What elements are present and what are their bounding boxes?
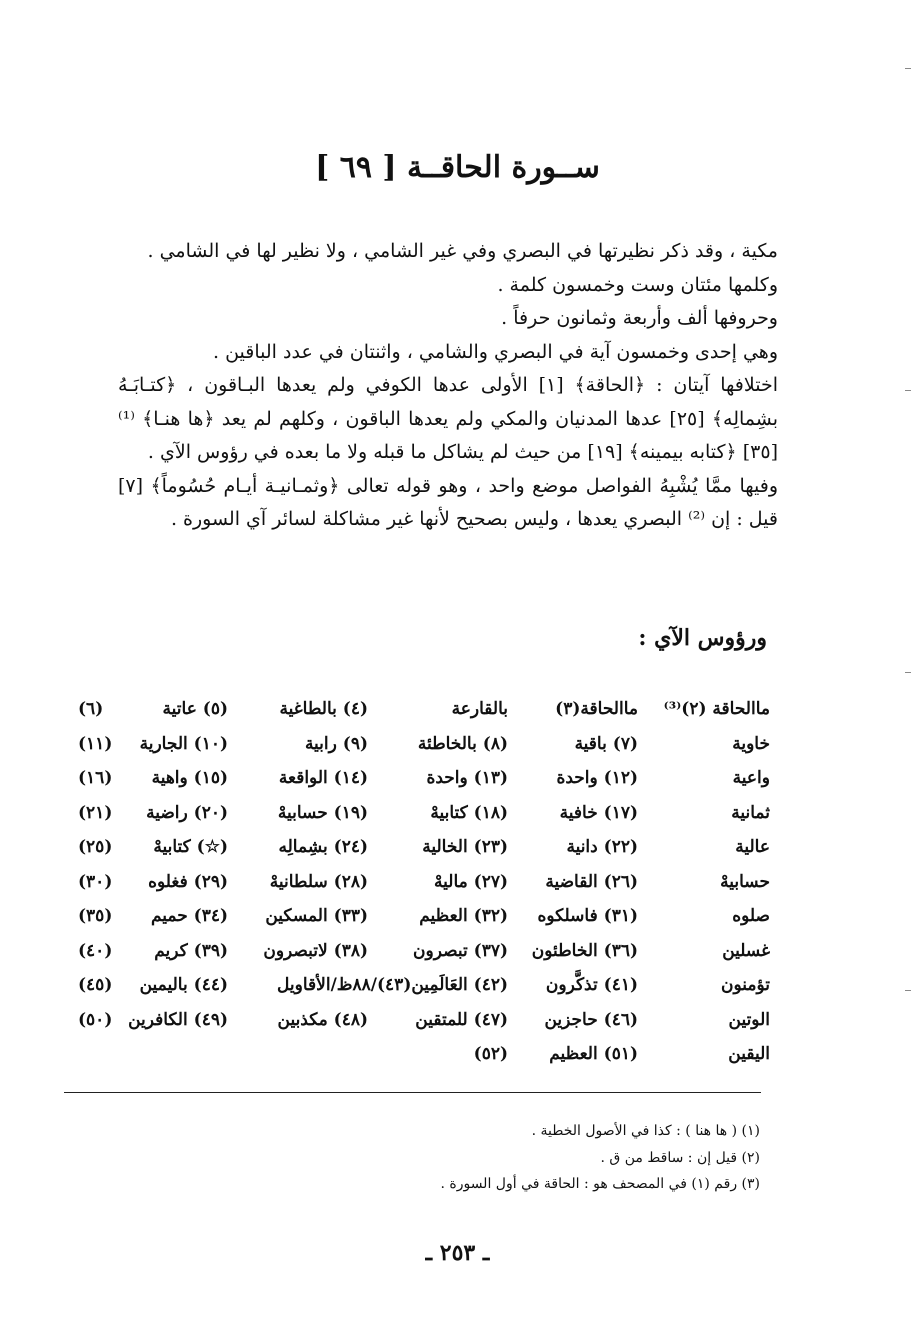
- verse-cell: (٥) عاتية: [162, 699, 228, 720]
- verse-ending-table: [78, 692, 770, 1072]
- verse-row: [78, 899, 770, 934]
- footnote-item: (١) ( ها هنا ) : كذا في الأصول الخطية .: [531, 1123, 760, 1139]
- verse-cell: خاوية: [732, 733, 770, 754]
- verse-cell: (٣١) فاسلكوه: [537, 906, 638, 927]
- verse-cell: (٤) بالطاغية: [279, 699, 368, 720]
- verse-row: [78, 1003, 770, 1038]
- verse-cell: (٥٢): [473, 1044, 508, 1065]
- verse-cell: (١٧) خافية: [559, 802, 638, 823]
- intro-text: [118, 235, 778, 537]
- verse-cell: (☆) كتابيهْ: [153, 837, 228, 858]
- verse-cell: (٣٩) كريم: [154, 940, 228, 961]
- intro-line: وهي إحدى وخمسون آية في البصري والشامي ، واثنتان في عدد الباقين .: [213, 340, 778, 363]
- page-number: ـ ٢٥٣ ـ: [425, 1240, 490, 1266]
- verse-cell: (١٨) كتابيهْ: [430, 802, 508, 823]
- verse-cell: (٨) بالخاطئة: [417, 733, 508, 754]
- verse-cell: ماالحاقة (٢)⁽³⁾: [663, 699, 770, 720]
- verse-cell: واعية: [732, 768, 770, 789]
- verse-cell: (٣٢) العظيم: [419, 906, 508, 927]
- verse-row: [78, 1037, 770, 1072]
- verse-cell: (١٣) واحدة: [426, 768, 508, 789]
- intro-line: وكلمها مئتان وست وخمسون كلمة .: [497, 273, 778, 296]
- footnote-divider: [64, 1092, 761, 1093]
- verse-cell: (٢٦) القاضية: [545, 871, 638, 892]
- verse-cell: (١٠) الجارية: [139, 733, 228, 754]
- verse-cell: (١١): [78, 733, 113, 754]
- verse-cell: (٤٢) العَالَمِين(٤٣)/٨٨ظ/الأقاويل: [277, 975, 508, 996]
- verse-cell: (٧) باقية: [574, 733, 638, 754]
- verse-cell: الوتين: [728, 1009, 770, 1030]
- verse-row: [78, 692, 770, 727]
- verse-cell: تؤمنون: [720, 975, 770, 996]
- verse-cell: اليقين: [728, 1044, 770, 1065]
- verse-cell: (١٦): [78, 768, 113, 789]
- verse-cell: (٥١) العظيم: [549, 1044, 638, 1065]
- verse-cell: (٤٧) للمتقين: [415, 1009, 508, 1030]
- verse-cell: (١٩) حسابيهْ: [277, 802, 368, 823]
- verse-cell: غسلين: [722, 940, 770, 961]
- verse-cell: (٢٤) بشِمالِه: [278, 837, 368, 858]
- footnote-item: (٣) رقم (١) في المصحف هو : الحاقة في أول السورة .: [440, 1176, 760, 1192]
- verse-cell: (٤٥): [78, 975, 113, 996]
- verse-cell: (٣٨) لاتبصرون: [263, 940, 368, 961]
- verse-row: [78, 830, 770, 865]
- edge-mark: [905, 68, 911, 69]
- verse-cell: ثمانية: [731, 802, 770, 823]
- verse-cell: (٤٩) الكافرين: [128, 1009, 228, 1030]
- verse-cell: (٣٥): [78, 906, 113, 927]
- verse-cell: (٥٠): [78, 1009, 113, 1030]
- verse-cell: (٩) رابية: [304, 733, 368, 754]
- footnote-item: (٢) قيل إن : ساقط من ق .: [600, 1149, 760, 1166]
- verse-cell: (٤٨) مكذبين: [277, 1009, 368, 1030]
- verse-cell: (٤٤) باليمين: [139, 975, 228, 996]
- verse-cell: (٦): [78, 699, 104, 720]
- verse-row: [78, 865, 770, 900]
- verse-cell: (٢٥): [78, 837, 113, 858]
- verse-cell: بالقارعة: [451, 699, 508, 720]
- verse-row: [78, 727, 770, 762]
- surah-title: ســورة الحاقــة [ ٦٩ ]: [315, 150, 600, 185]
- verse-cell: (٢٣) الخالية: [422, 837, 508, 858]
- footnotes: [140, 1118, 760, 1198]
- verse-cell: (٢٩) فغلوه: [148, 871, 228, 892]
- edge-mark: [905, 672, 911, 673]
- section-heading: ورؤوس الآي :: [638, 625, 767, 651]
- edge-mark: [905, 990, 911, 991]
- verse-cell: (٢٧) ماليهْ: [434, 871, 508, 892]
- verse-cell: (٤٦) حاجزين: [544, 1009, 638, 1030]
- edge-mark: [905, 390, 911, 391]
- verse-cell: (٣٣) المسكين: [265, 906, 368, 927]
- verse-cell: (٢٠) راضية: [146, 802, 228, 823]
- verse-cell: (٤٠): [78, 940, 113, 961]
- verse-cell: (٤١) تذكَّرون: [545, 975, 638, 996]
- verse-cell: (٣٧) تبصرون: [413, 940, 508, 961]
- verse-cell: (١٤) الواقعة: [278, 768, 368, 789]
- verse-cell: (٢١): [78, 802, 113, 823]
- intro-line: مكية ، وقد ذكر نظيرتها في البصري وفي غير الشامي ، ولا نظير لها في الشامي .: [147, 240, 778, 262]
- verse-row: [78, 934, 770, 969]
- verse-cell: ماالحاقة(٣): [555, 699, 638, 720]
- verse-cell: صلوه: [732, 906, 770, 927]
- verse-cell: حسابيهْ: [720, 871, 770, 892]
- verse-cell: (١٢) واحدة: [556, 768, 638, 789]
- verse-cell: عالية: [735, 837, 770, 858]
- verse-cell: (١٥) واهية: [151, 768, 228, 789]
- verse-row: [78, 968, 770, 1003]
- verse-row: [78, 796, 770, 831]
- intro-line: وحروفها ألف وأربعة وثمانون حرفاً .: [501, 307, 778, 329]
- intro-line: اختلافها آيتان : ﴿الحاقة﴾ [١] الأولى عدها الكوفي ولم يعدها البـاقون ، ﴿كتـابَـهُ بشِمالِه﴾ [٢٥] عدها المدنيان والمكي ولم يعدها الباقون ، وكلهم لم يعد ﴿ها هنـا﴾ ⁽¹⁾ [٣٥] ﴿كتابه بيمينه﴾ [١٩] من حيث لم يشاكل ما قبله ولا ما بعده في رؤوس الآي .: [118, 374, 778, 463]
- verse-cell: (٢٨) سلطانيهْ: [269, 871, 368, 892]
- verse-cell: (٣٦) الخاطئون: [531, 940, 638, 961]
- verse-cell: (٣٤) حميم: [150, 906, 228, 927]
- intro-line: وفيها ممَّا يُشْبِهُ الفواصل موضع واحد ، وهو قوله تعالى ﴿وثمـانيـة أيـام حُسُوماً﴾ [٧] قيل : إن ⁽²⁾ البصري يعدها ، وليس بصحيح لأنها غير مشاكلة لسائر آي السورة .: [118, 474, 778, 530]
- verse-cell: (٢٢) دانية: [566, 837, 638, 858]
- verse-row: [78, 761, 770, 796]
- verse-cell: (٣٠): [78, 871, 113, 892]
